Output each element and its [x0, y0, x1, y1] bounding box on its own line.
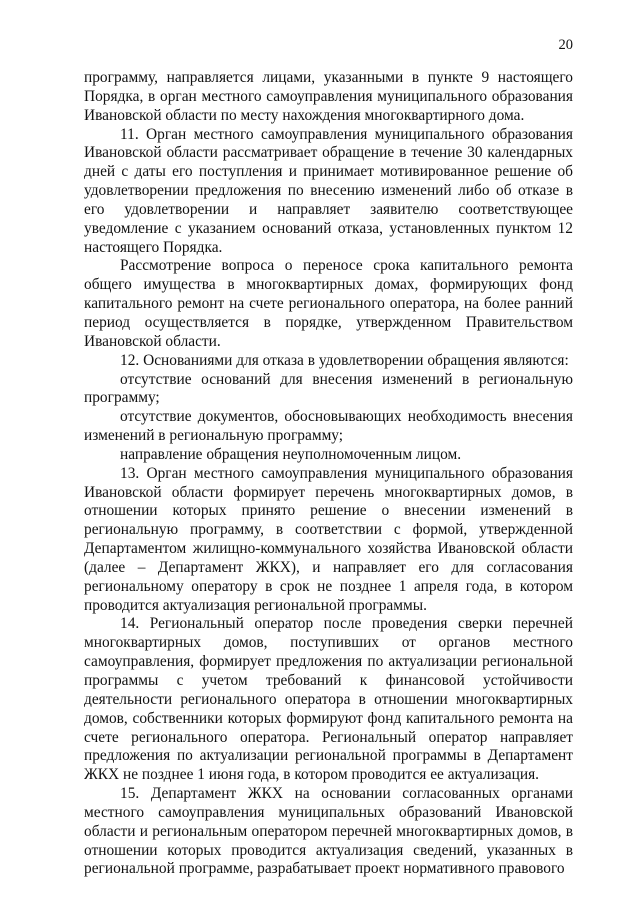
paragraph-item-14: 14. Региональный оператор после проведения сверки перечней многоквартирных домов, поступивших от органов местного самоуправления, формирует предложения по актуализации региональной программы с учетом требований к финансовой устойчивости деятельности регионального оператора в отношении многоквартирных домов, собственники которых формируют фонд капитального ремонта на счете регионального оператора. Региональный оператор направляет предложения по актуализации региональной программы в Департамент ЖКХ не позднее 1 июня года, в котором проводится ее актуализация. [84, 615, 573, 784]
page-number: 20 [558, 37, 573, 53]
paragraph-deadline-transfer: Рассмотрение вопроса о переносе срока капитального ремонта общего имущества в многоквартирных домах, формирующих фонд капитального ремонт на счете регионального оператора, на более ранний период осуществляется в порядке, утвержденном Правительством Ивановской области. [84, 257, 573, 350]
paragraph-item-15: 15. Департамент ЖКХ на основании согласованных органами местного самоуправления муниципальных образований Ивановской области и региональным оператором перечней многоквартирных домов, в отношении которых проводится актуализация сведений, указанных в региональной программе, разрабатывает проект нормативного правового [84, 785, 573, 878]
paragraph-item-13: 13. Орган местного самоуправления муниципального образования Ивановской области формирует перечень многоквартирных домов, в отношении которых принято решение о внесении изменений в региональную программу, в соответствии с формой, утвержденной Департаментом жилищно-коммунального хозяйства Ивановской области (далее – Департамент ЖКХ), и направляет его для согласования региональному оператору в срок не позднее 1 апреля года, в котором проводится актуализация региональной программы. [84, 464, 573, 614]
paragraph-continuation: программу, направляется лицами, указанными в пункте 9 настоящего Порядка, в орган местного самоуправления муниципального образования Ивановской области по месту нахождения многоквартирного дома. [84, 69, 573, 124]
paragraph-refusal-ground-2: отсутствие документов, обосновывающих необходимость внесения изменений в региональную программу; [84, 408, 573, 445]
document-body [84, 69, 573, 879]
paragraph-refusal-ground-1: отсутствие оснований для внесения изменений в региональную программу; [84, 370, 573, 407]
paragraph-item-12: 12. Основаниями для отказа в удовлетворении обращения являются: [120, 351, 569, 369]
paragraph-refusal-ground-3: направление обращения неуполномоченным лицом. [120, 445, 462, 463]
paragraph-item-11: 11. Орган местного самоуправления муниципального образования Ивановской области рассматривает обращение в течение 30 календарных дней с даты его поступления и принимает мотивированное решение об удовлетворении предложения по внесению изменений либо об отказе в его удовлетворении и направляет заявителю соответствующее уведомление с указанием оснований отказа, установленных пунктом 12 настоящего Порядка. [84, 125, 573, 256]
